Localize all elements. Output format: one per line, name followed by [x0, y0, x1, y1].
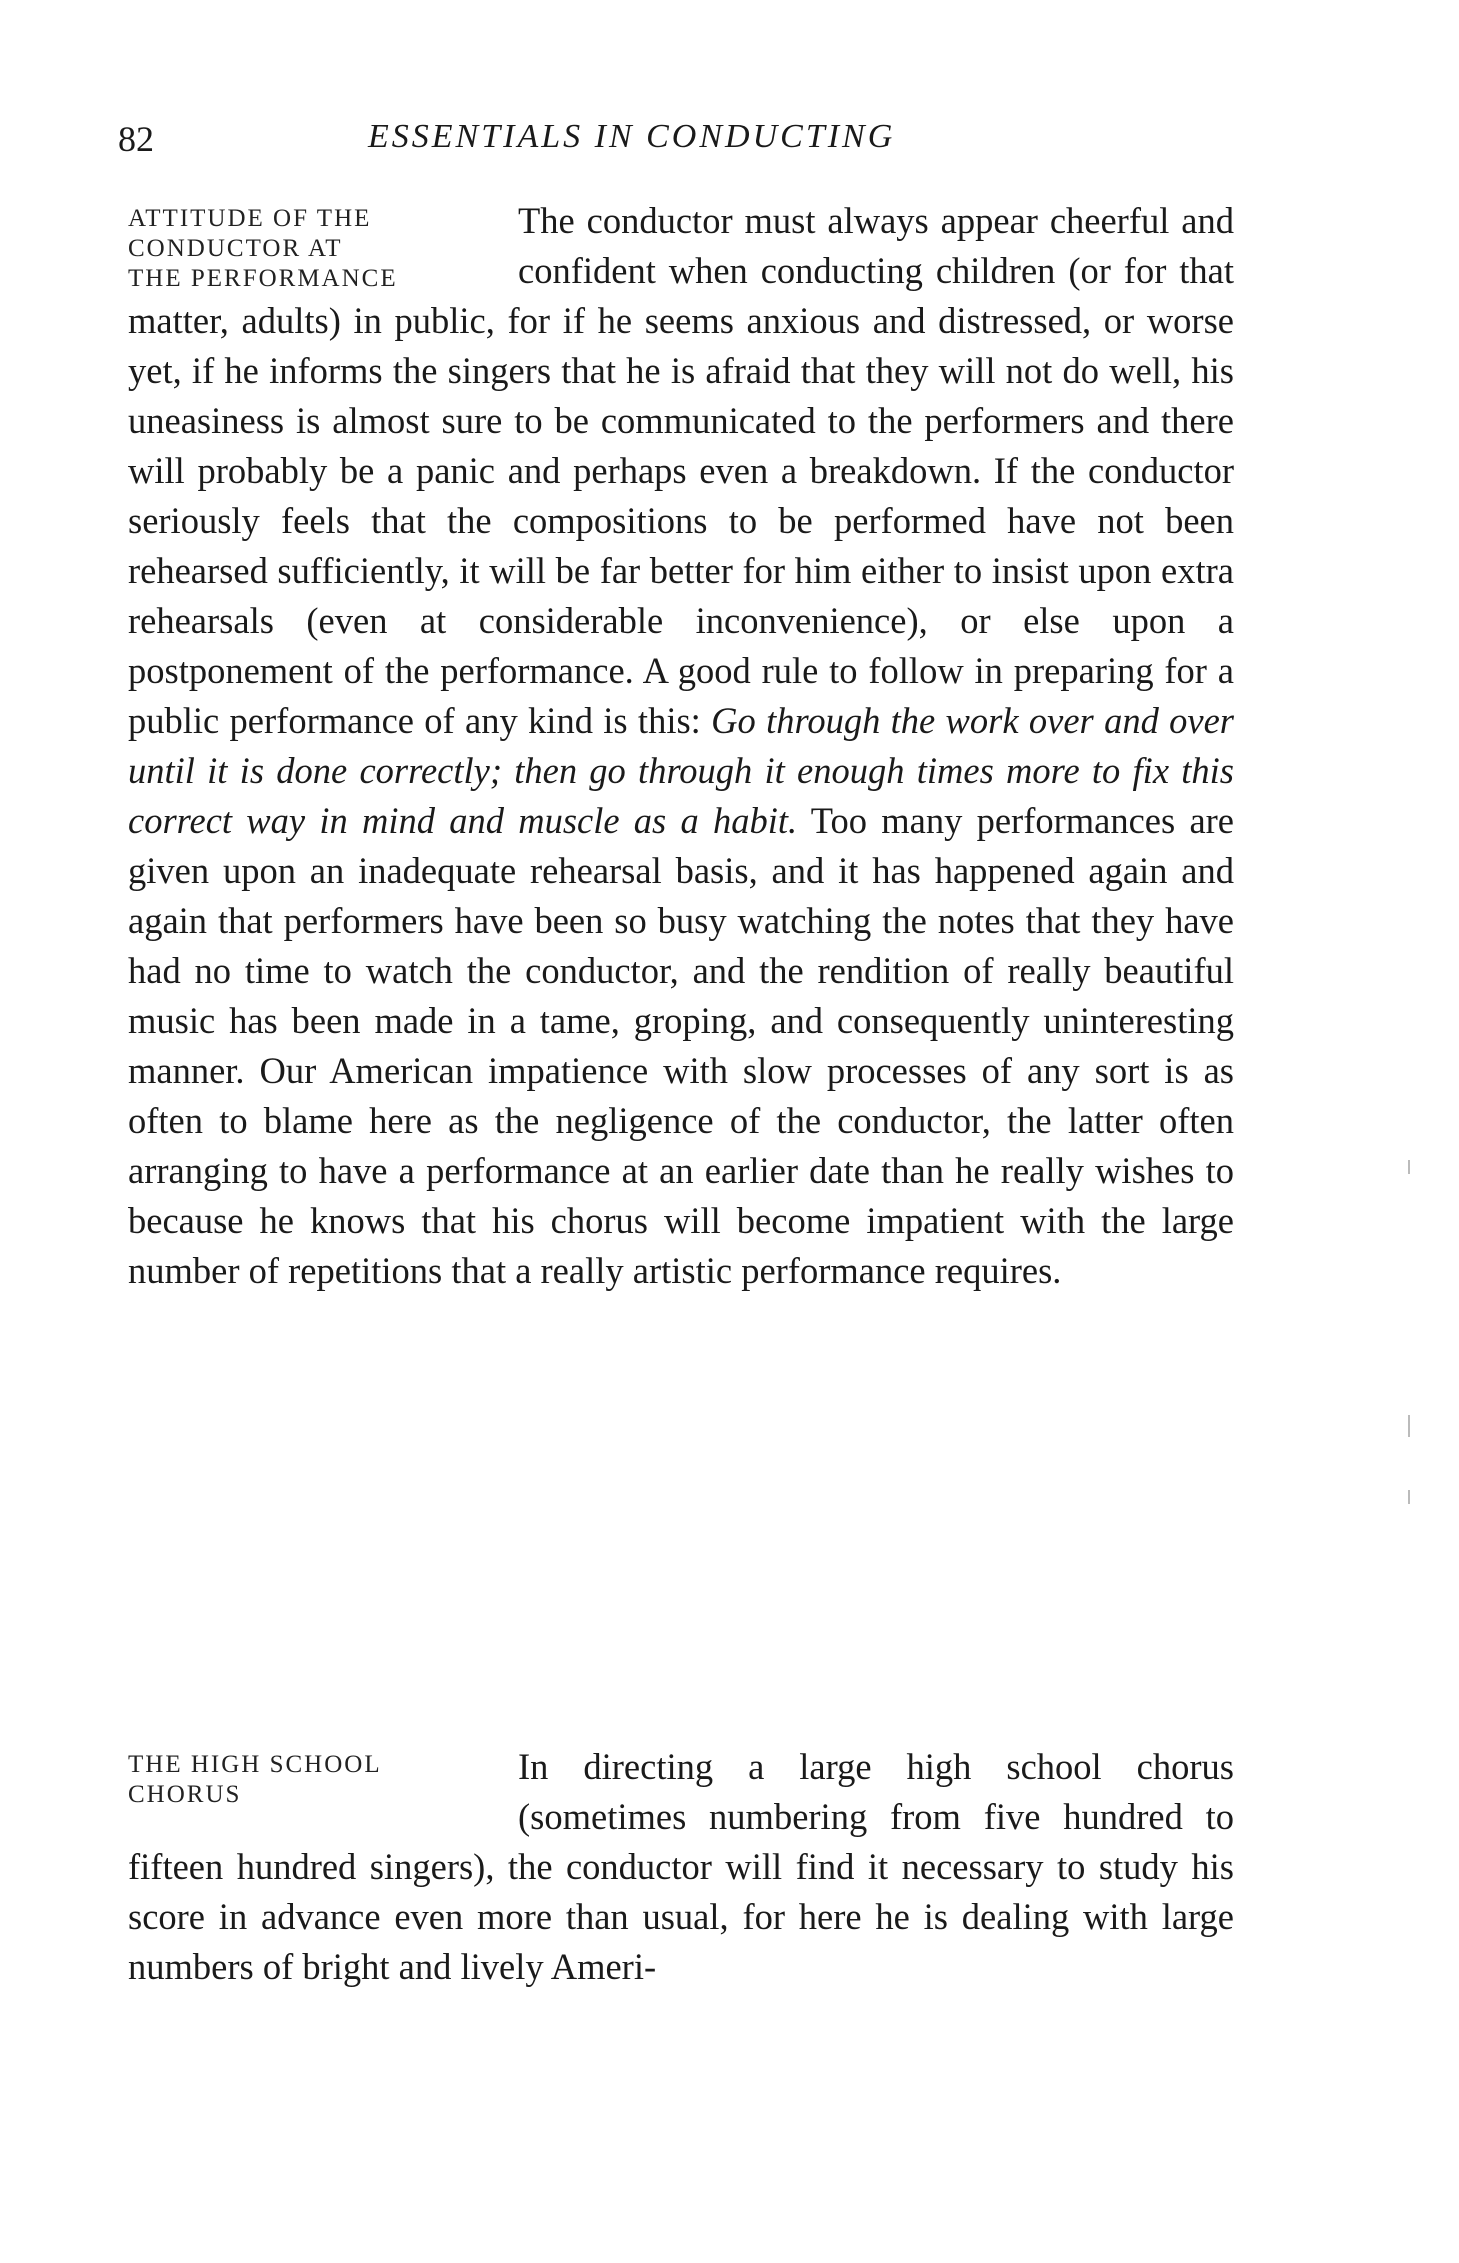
scan-mark	[1408, 1490, 1410, 1504]
side-heading-line: CHORUS	[128, 1781, 242, 1808]
side-heading	[128, 204, 500, 294]
scan-mark	[1408, 1415, 1410, 1437]
page-header	[118, 118, 1238, 178]
running-title: ESSENTIALS IN CONDUCTING	[368, 118, 896, 155]
side-heading	[128, 1750, 500, 1810]
paragraph: In directing a large high school chorus (sometimes numbering from five hundred to fifteen hundred singers), the conductor will find it necessary to study his score in advance even more than usual, for here he is dealing with large numbers of bright and lively Ameri-	[128, 1746, 1234, 1987]
side-heading-line: THE HIGH SCHOOL	[128, 1751, 382, 1778]
scan-mark	[1408, 1160, 1410, 1174]
side-heading-line: ATTITUDE OF THE	[128, 205, 372, 232]
section-attitude-of-conductor	[128, 196, 1234, 1296]
paragraph-text: Too many performances are given upon an inadequate rehearsal basis, and it has happened again and again that performers have been so busy watching the notes that they have had no time to watch the conductor, and the rendition of really beautiful music has been made in a tame, groping, and consequently uninteresting manner. Our American impatience with slow processes of any sort is as often to blame here as the negligence of the conductor, the latter often arranging to have a performance at an earlier date than he really wishes to because he knows that his chorus will become impatient with the large number of repetitions that a really artistic performance requires.	[128, 800, 1234, 1291]
side-heading-line: THE PERFORMANCE	[128, 265, 398, 292]
page-number: 82	[118, 119, 154, 159]
section-high-school-chorus	[128, 1742, 1234, 1992]
italic-rule: Go through the work over and over until it is done correctly; then go through it enough times more to fix this correct way in mind and muscle as a habit.	[128, 700, 1234, 841]
side-heading-line: CONDUCTOR AT	[128, 235, 343, 262]
paragraph-text: The conductor must always appear cheerful and confident when conducting children (or for that matter, adults) in public, for if he seems anxious and distressed, or worse yet, if he informs the singers that he is afraid that they will not do well, his uneasiness is almost sure to be communicated to the performers and there will probably be a panic and perhaps even a breakdown. If the conductor seriously feels that the compositions to be performed have not been rehearsed sufficiently, it will be far better for him either to insist upon extra rehearsals (even at considerable inconvenience), or else upon a postponement of the performance. A good rule to follow in preparing for a public performance of any kind is this:	[128, 200, 1234, 741]
paragraph	[128, 196, 1234, 1296]
